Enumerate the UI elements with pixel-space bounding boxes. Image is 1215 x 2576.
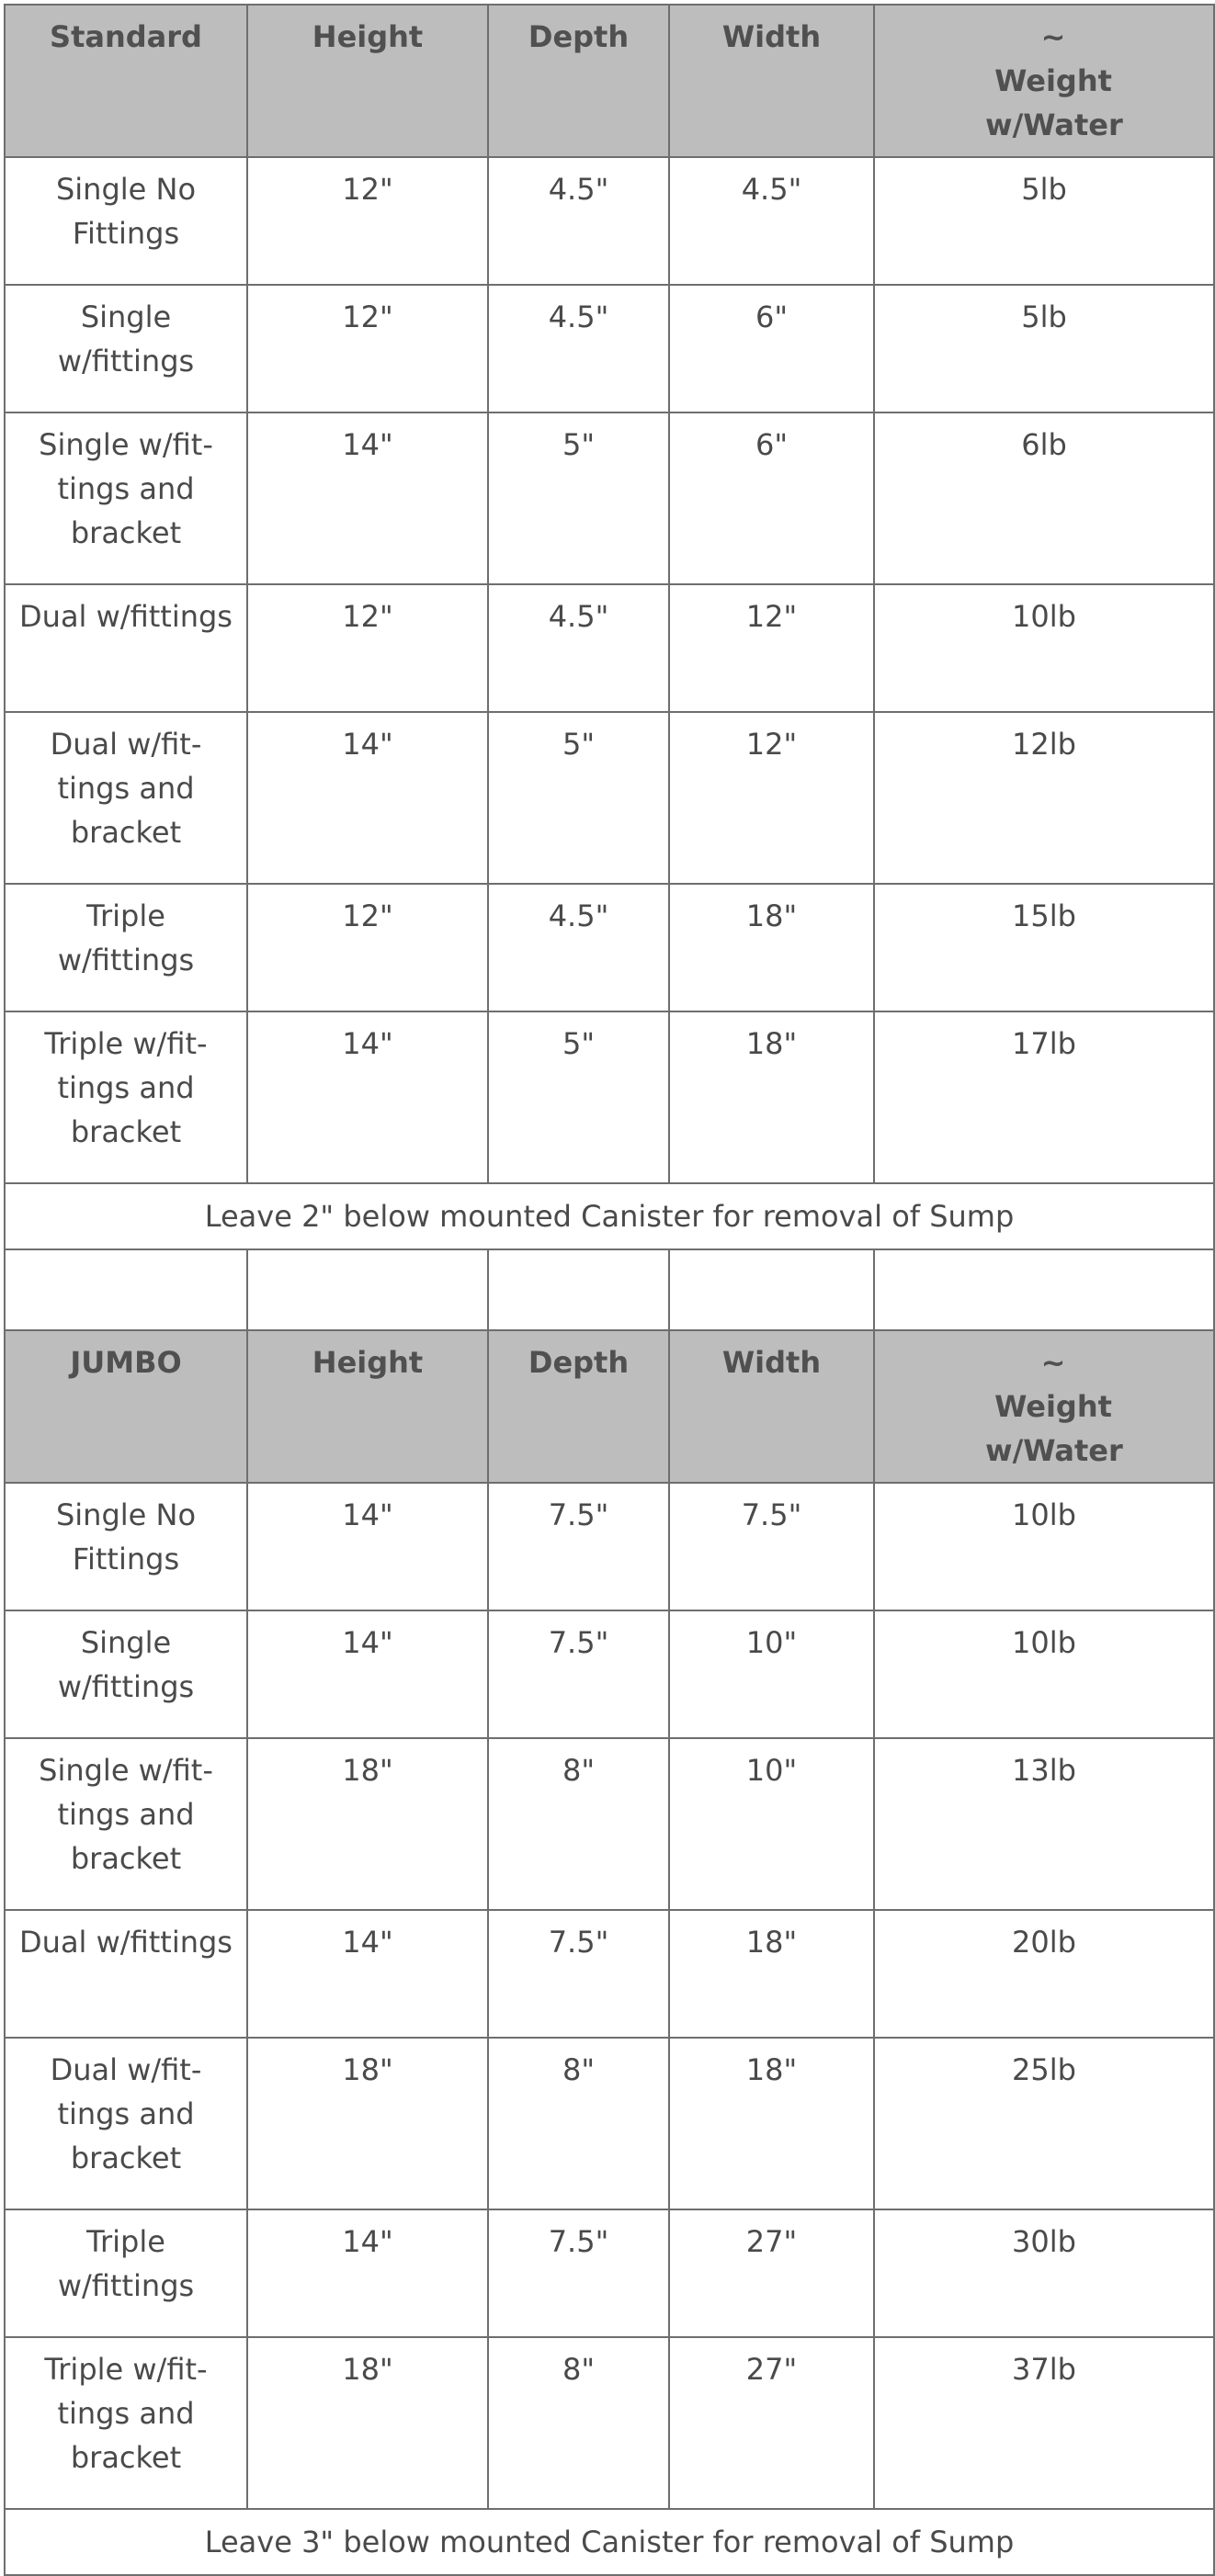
width-cell: 7.5"	[669, 1483, 874, 1610]
model-cell: Triple w/fit-tings and bracket	[5, 1011, 247, 1183]
column-header: Width	[669, 1330, 874, 1483]
standard-header-row	[5, 5, 1214, 157]
depth-cell: 7.5"	[488, 1910, 669, 2038]
width-cell: 27"	[669, 2337, 874, 2509]
table-row	[5, 584, 1214, 712]
height-cell: 18"	[247, 2038, 488, 2209]
model-cell: Dual w/fit-tings and bracket	[5, 712, 247, 884]
empty-cell	[247, 1249, 488, 1330]
column-header: Height	[247, 5, 488, 157]
model-cell: Single No Fittings	[5, 157, 247, 285]
table-row	[5, 2038, 1214, 2209]
note-row	[5, 2509, 1214, 2575]
column-header: Depth	[488, 1330, 669, 1483]
weight-cell: 25lb	[874, 2038, 1214, 2209]
weight-cell: 37lb	[874, 2337, 1214, 2509]
table-row	[5, 1011, 1214, 1183]
model-cell: Triple w/fit-tings and bracket	[5, 2337, 247, 2509]
depth-cell: 4.5"	[488, 157, 669, 285]
width-cell: 12"	[669, 712, 874, 884]
width-cell: 10"	[669, 1738, 874, 1910]
model-cell: Triple w/fittings	[5, 2209, 247, 2337]
height-cell: 18"	[247, 1738, 488, 1910]
width-cell: 18"	[669, 2038, 874, 2209]
weight-cell: 6lb	[874, 412, 1214, 584]
empty-cell	[669, 1249, 874, 1330]
empty-cell	[5, 1249, 247, 1330]
weight-cell: 5lb	[874, 157, 1214, 285]
removal-note: Leave 2" below mounted Canister for removal of Sump	[5, 1183, 1214, 1249]
model-cell: Single w/fittings	[5, 285, 247, 412]
depth-cell: 8"	[488, 2038, 669, 2209]
depth-cell: 4.5"	[488, 584, 669, 712]
width-cell: 6"	[669, 412, 874, 584]
height-cell: 12"	[247, 884, 488, 1011]
dimensions-table	[4, 4, 1215, 2576]
column-header: Depth	[488, 5, 669, 157]
table-row	[5, 712, 1214, 884]
depth-cell: 8"	[488, 2337, 669, 2509]
height-cell: 18"	[247, 2337, 488, 2509]
width-cell: 27"	[669, 2209, 874, 2337]
height-cell: 14"	[247, 1610, 488, 1738]
jumbo-header-row	[5, 1330, 1214, 1483]
model-cell: Single w/fittings	[5, 1610, 247, 1738]
weight-cell: 17lb	[874, 1011, 1214, 1183]
weight-cell: 10lb	[874, 584, 1214, 712]
model-cell: Dual w/fittings	[5, 584, 247, 712]
depth-cell: 4.5"	[488, 285, 669, 412]
height-cell: 12"	[247, 285, 488, 412]
table-row	[5, 1610, 1214, 1738]
height-cell: 12"	[247, 157, 488, 285]
height-cell: 14"	[247, 412, 488, 584]
spacer-row	[5, 1249, 1214, 1330]
height-cell: 14"	[247, 712, 488, 884]
width-cell: 18"	[669, 884, 874, 1011]
width-cell: 18"	[669, 1910, 874, 2038]
table-row	[5, 2337, 1214, 2509]
width-cell: 10"	[669, 1610, 874, 1738]
empty-cell	[488, 1249, 669, 1330]
width-cell: 4.5"	[669, 157, 874, 285]
depth-cell: 8"	[488, 1738, 669, 1910]
table-row	[5, 2209, 1214, 2337]
height-cell: 14"	[247, 1011, 488, 1183]
weight-cell: 5lb	[874, 285, 1214, 412]
depth-cell: 7.5"	[488, 1483, 669, 1610]
width-cell: 6"	[669, 285, 874, 412]
weight-cell: 12lb	[874, 712, 1214, 884]
table-row	[5, 1738, 1214, 1910]
weight-cell: 20lb	[874, 1910, 1214, 2038]
note-row	[5, 1183, 1214, 1249]
removal-note: Leave 3" below mounted Canister for removal of Sump	[5, 2509, 1214, 2575]
depth-cell: 5"	[488, 712, 669, 884]
weight-cell: 10lb	[874, 1483, 1214, 1610]
height-cell: 14"	[247, 1483, 488, 1610]
column-header: Standard	[5, 5, 247, 157]
model-cell: Dual w/fittings	[5, 1910, 247, 2038]
depth-cell: 7.5"	[488, 1610, 669, 1738]
width-cell: 12"	[669, 584, 874, 712]
table-row	[5, 1483, 1214, 1610]
column-header: ~ Weight w/Water	[874, 5, 1214, 157]
depth-cell: 4.5"	[488, 884, 669, 1011]
model-cell: Single w/fit-tings and bracket	[5, 412, 247, 584]
height-cell: 14"	[247, 2209, 488, 2337]
model-cell: Triple w/fittings	[5, 884, 247, 1011]
table-row	[5, 157, 1214, 285]
width-cell: 18"	[669, 1011, 874, 1183]
height-cell: 12"	[247, 584, 488, 712]
table-row	[5, 884, 1214, 1011]
depth-cell: 5"	[488, 1011, 669, 1183]
height-cell: 14"	[247, 1910, 488, 2038]
depth-cell: 5"	[488, 412, 669, 584]
weight-cell: 10lb	[874, 1610, 1214, 1738]
weight-cell: 13lb	[874, 1738, 1214, 1910]
depth-cell: 7.5"	[488, 2209, 669, 2337]
model-cell: Single No Fittings	[5, 1483, 247, 1610]
table-row	[5, 1910, 1214, 2038]
weight-cell: 15lb	[874, 884, 1214, 1011]
model-cell: Single w/fit-tings and bracket	[5, 1738, 247, 1910]
table-row	[5, 412, 1214, 584]
column-header: ~ Weight w/Water	[874, 1330, 1214, 1483]
empty-cell	[874, 1249, 1214, 1330]
column-header: Height	[247, 1330, 488, 1483]
table-row	[5, 285, 1214, 412]
column-header: JUMBO	[5, 1330, 247, 1483]
model-cell: Dual w/fit-tings and bracket	[5, 2038, 247, 2209]
weight-cell: 30lb	[874, 2209, 1214, 2337]
column-header: Width	[669, 5, 874, 157]
